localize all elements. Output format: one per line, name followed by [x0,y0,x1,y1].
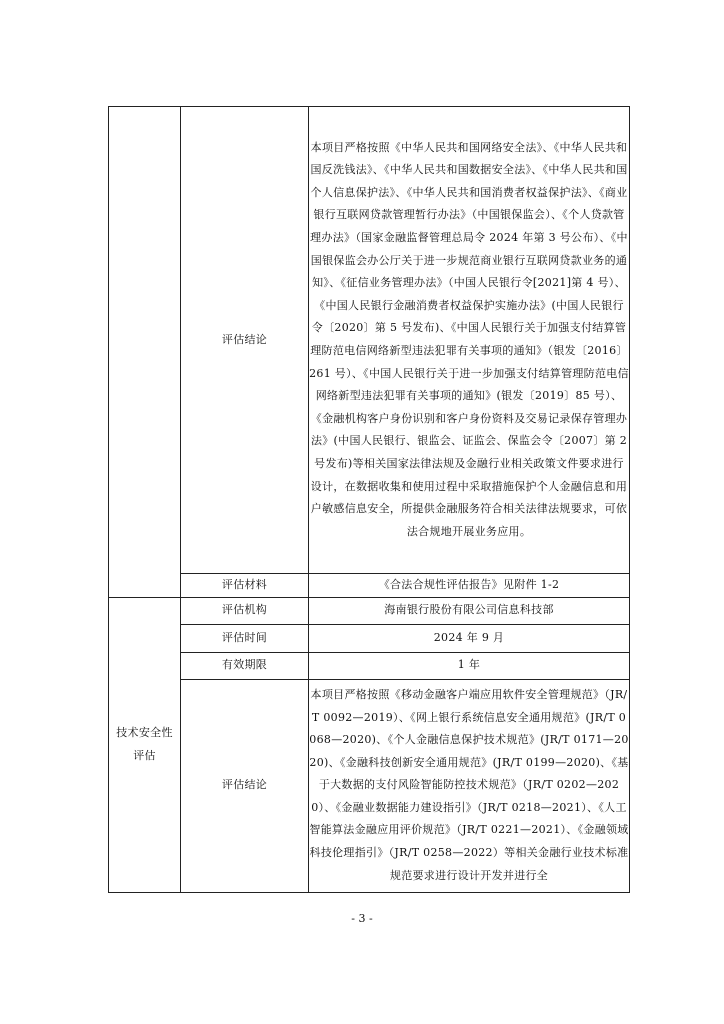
row-content: 1 年 [309,652,630,679]
table-row [109,624,630,652]
assessment-table [108,106,630,893]
table-row [109,679,630,892]
row-label: 评估时间 [181,624,309,652]
category-cell [109,107,181,598]
row-label: 评估结论 [181,679,309,892]
row-content: 《合法合规性评估报告》见附件 1-2 [309,574,630,598]
row-content: 本项目严格按照《中华人民共和国网络安全法》、《中华人民共和国反洗钱法》、《中华人民共和国数据安全法》、《中华人民共和国个人信息保护法》、《中华人民共和国消费者权益保护法》、《商业银行互联网贷款管理暂行办法》（中国银保监会）、《个人贷款管理办法》（国家金融监督管理总局令 2024 年第 3 号公布）、《中国银保监会办公厅关于进一步规范商业银行互联网贷款业务的通知》、《征信业务管理办法》（中国人民银行令[2021]第 4 号）、《中国人民银行金融消费者权益保护实施办法》(中国人民银行令〔2020〕第 5 号发布)、《中国人民银行关于加强支付结算管理防范电信网络新型违法犯罪有关事项的通知》（银发〔2016〕261 号）、《中国人民银行关于进一步加强支付结算管理防范电信网络新型违法犯罪有关事项的通知》(银发〔2019〕85 号）、《金融机构客户身份识别和客户身份资料及交易记录保存管理办法》(中国人民银行、银监会、证监会、保监会令〔2007〕第 2 号发布)等相关国家法律法规及金融行业相关政策文件要求进行设计，在数据收集和使用过程中采取措施保护个人金融信息和用户敏感信息安全，所提供金融服务符合相关法律法规要求，可依法合规地开展业务应用。 [309,107,630,574]
table-row [109,597,630,624]
table-row [109,574,630,598]
category-cell [109,597,181,892]
row-label: 评估材料 [181,574,309,598]
row-label: 有效期限 [181,652,309,679]
table-row [109,107,630,574]
row-label: 评估机构 [181,597,309,624]
row-label: 评估结论 [181,107,309,574]
page-number: - 3 - [351,912,373,925]
row-content: 2024 年 9 月 [309,624,630,652]
category-label: 技术安全性评估 [116,726,173,762]
row-content: 海南银行股份有限公司信息科技部 [309,597,630,624]
row-content: 本项目严格按照《移动金融客户端应用软件安全管理规范》（JR/T 0092—2019）、《网上银行系统信息安全通用规范》(JR/T 0068—2020)、《个人金融信息保护技术规范》(JR/T 0171—2020)、《金融科技创新安全通用规范》(JR/T 0199—2020)、《基于大数据的支付风险智能防控技术规范》（JR/T 0202—2020）、《金融业数据能力建设指引》（JR/T 0218—2021）、《人工智能算法金融应用评价规范》（JR/T 0221—2021）、《金融领域科技伦理指引》（JR/T 0258—2022）等相关金融行业技术标准规范要求进行设计开发并进行全 [309,679,630,892]
table-row [109,652,630,679]
